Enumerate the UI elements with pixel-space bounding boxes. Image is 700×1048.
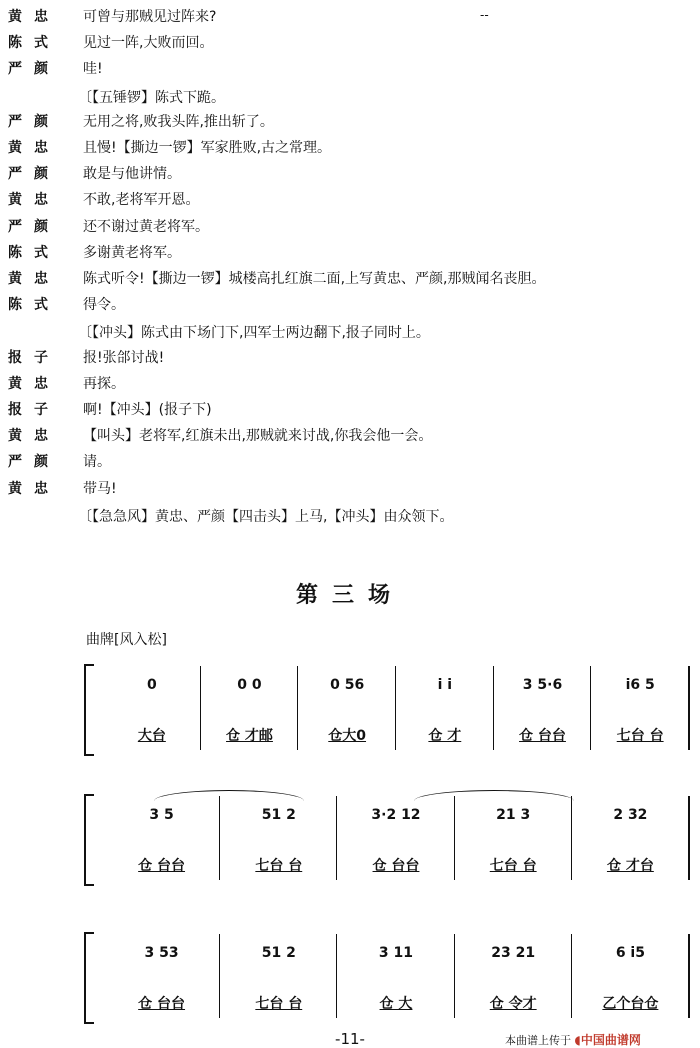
speech-text: 还不谢过黄老将军。 [83,218,209,235]
note-measure: 3 53 [144,945,179,961]
note-measure: 21 3 [496,807,531,823]
percussion-row [96,990,696,1016]
percussion-row [96,722,696,748]
percussion-measure: 大台 [137,728,166,744]
percussion-measure: 七台 台 [489,858,537,874]
percussion-measure: 乙个台仓 [602,996,659,1012]
note-measure: 3·2 12 [371,807,421,823]
role-name: 严颜 [8,113,60,130]
dash-mark: -- [480,8,489,22]
logo-icon: ◖ [574,1033,581,1047]
source-note [505,1031,641,1048]
role-name: 黄忠 [8,375,60,392]
barline [493,666,494,750]
role-name: 严颜 [8,61,60,78]
barline [336,796,337,880]
note-measure: 0 0 [237,677,262,693]
role-name: 严颜 [8,218,60,235]
percussion-measure: 仓大0 [328,728,367,744]
system-bracket [84,664,94,756]
role-name: 报子 [8,402,60,418]
role-name: 黄忠 [8,192,60,209]
note-measure: 23 21 [491,945,536,961]
logo-text: 中国曲谱网 [580,1033,641,1047]
role-name: 陈式 [8,244,60,261]
percussion-measure: 仓 令才 [489,996,537,1012]
percussion-measure: 仓 才 [428,728,462,744]
speech-text: 带马! [83,480,117,497]
note-measure: 3 11 [378,945,414,961]
score-system [84,660,696,760]
percussion-measure: 仓 才邮 [226,728,273,744]
system-bracket [84,932,94,1024]
speech-text: 多谢黄老将军。 [83,244,181,261]
barline [571,796,572,880]
role-name: 黄忠 [8,140,60,156]
role-name: 黄忠 [8,9,60,25]
role-name: 报子 [8,349,60,366]
qupai-label: 曲牌[风入松] [86,632,167,648]
speech-text: 得令。 [83,297,125,314]
role-name: 黄忠 [8,428,60,445]
barline [297,666,298,750]
notes-row [96,940,696,966]
speech-text: 无用之将,败我头阵,推出斩了。 [83,113,274,130]
barline [688,666,690,750]
percussion-measure: 仓 才台 [606,858,654,874]
score-system [84,928,696,1028]
speech-text: 可曾与那贼见过阵来? [83,9,217,25]
score-system [84,790,696,890]
role-name: 严颜 [8,166,60,183]
barline [219,796,220,880]
page-number: -11- [335,1030,365,1048]
note-measure: 2 32 [613,807,648,823]
stage-direction: 〔【冲头】陈式由下场门下,四军士两边翻下,报子同时上。 [78,325,430,342]
speech-text: 陈式听令!【撕边一锣】城楼高扎红旗二面,上写黄忠、严颜,那贼闻名丧胆。 [83,271,546,287]
barline [200,666,201,750]
scene-title: 第三场 [295,583,404,608]
percussion-measure: 仓 台台 [372,858,420,874]
note-measure: i i [437,677,453,693]
percussion-measure: 七台 台 [255,858,303,874]
speech-text: 且慢!【撕边一锣】军家胜败,古之常理。 [83,140,332,156]
barline [336,934,337,1018]
role-name: 黄忠 [8,271,60,287]
note-measure: 51 2 [261,945,296,961]
stage-direction: 〔【五锤锣】陈式下跪。 [78,89,225,106]
percussion-row [96,852,696,878]
role-name: 陈式 [8,297,60,314]
role-name: 严颜 [8,454,60,471]
speech-text: 敢是与他讲情。 [83,166,181,183]
barline [219,934,220,1018]
note-measure: 0 [146,677,157,693]
note-measure: i6 5 [625,677,655,693]
barline [590,666,591,750]
notes-row [96,802,696,828]
speech-text: 见过一阵,大败而回。 [83,35,214,52]
speech-text: 啊!【冲头】(报子下) [83,402,212,418]
note-measure: 6 i5 [615,945,645,961]
slur-mark [154,790,304,801]
source-text: 本曲谱上传于 [505,1034,571,1047]
role-name: 陈式 [8,35,60,52]
notes-row [96,672,696,698]
speech-text: 再探。 [83,375,125,392]
speech-text: 请。 [83,454,111,471]
barline [395,666,396,750]
barline [454,796,455,880]
barline [571,934,572,1018]
speech-text: 不敢,老将军开恩。 [83,192,200,209]
note-measure: 51 2 [261,807,296,823]
speech-text: 报!张郃讨战! [83,349,165,366]
barline [688,934,690,1018]
note-measure: 0 56 [330,677,365,693]
barline [688,796,690,880]
percussion-measure: 仓 大 [379,996,413,1012]
site-logo [575,1031,641,1048]
percussion-measure: 七台 台 [616,728,664,744]
percussion-measure: 仓 台台 [519,728,566,744]
stage-direction: 〔【急急风】黄忠、严颜【四击头】上马,【冲头】由众领下。 [78,508,454,525]
note-measure: 3 5 [149,807,174,823]
speech-text: 【叫头】老将军,红旗未出,那贼就来讨战,你我会他一会。 [83,428,433,445]
percussion-measure: 七台 台 [255,996,303,1012]
system-bracket [84,794,94,886]
note-measure: 3 5·6 [522,677,563,693]
slur-mark [414,790,574,801]
percussion-measure: 仓 台台 [138,858,186,874]
percussion-measure: 仓 台台 [138,996,186,1012]
role-name: 黄忠 [8,480,60,497]
speech-text: 哇! [83,61,103,78]
barline [454,934,455,1018]
